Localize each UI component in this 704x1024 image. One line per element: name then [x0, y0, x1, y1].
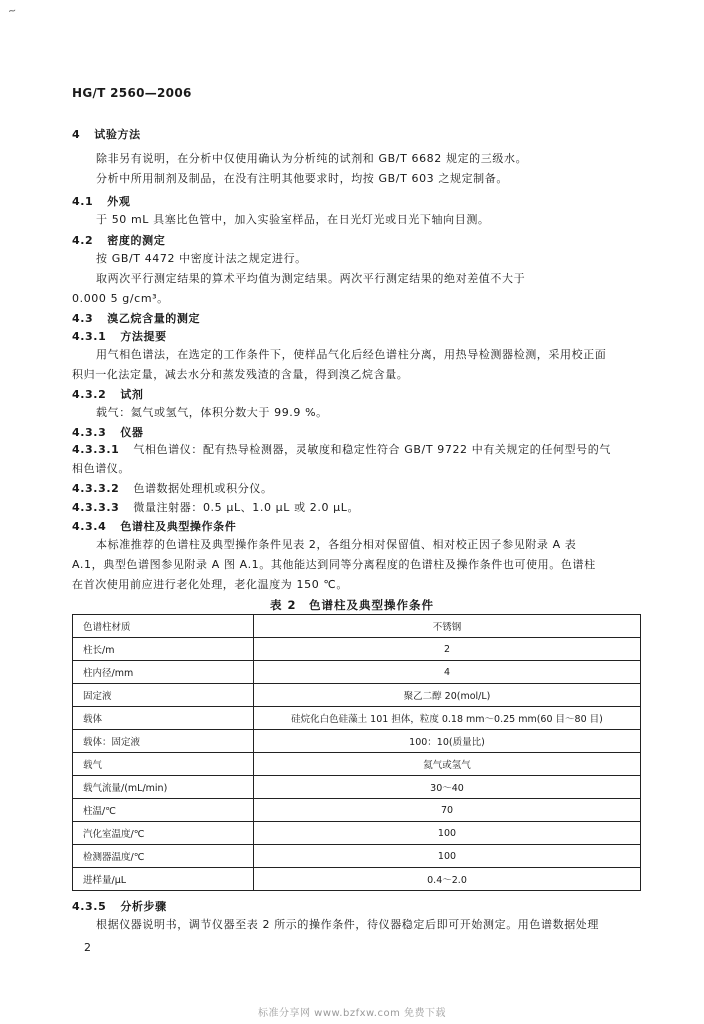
clause-4-3-3-2	[72, 480, 273, 496]
clause-4-3-3-1	[72, 441, 611, 457]
parameter-cell: 色谱柱材质	[73, 615, 254, 638]
standard-number-header: HG/T 2560—2006	[72, 86, 192, 100]
parameter-cell: 载体	[73, 707, 254, 730]
clause-number: 4.3.3.1	[72, 443, 120, 456]
paragraph: 除非另有说明，在分析中仅使用确认为分析纯的试剂和 GB/T 6682 规定的三级水。	[96, 152, 528, 165]
table-row	[73, 684, 641, 707]
section-number: 4.3.5	[72, 900, 107, 913]
value-cell: 100	[254, 845, 641, 868]
clause-4-3-3-3	[72, 499, 359, 515]
section-number: 4.3.4	[72, 520, 107, 533]
paragraph-continuation: 在首次使用前应进行老化处理，老化温度为 150 ℃。	[72, 578, 348, 591]
section-title: 试验方法	[94, 128, 141, 141]
clause-number: 4.3.3.3	[72, 501, 120, 514]
value-cell: 4	[254, 661, 641, 684]
section-number: 4.3.3	[72, 426, 107, 439]
page-number: 2	[84, 941, 91, 954]
section-number: 4.3	[72, 312, 94, 325]
section-title: 外观	[107, 195, 131, 208]
section-title: 方法提要	[120, 330, 167, 343]
table-row	[73, 868, 641, 891]
section-title: 色谱柱及典型操作条件	[120, 520, 237, 533]
paragraph: 取两次平行测定结果的算术平均值为测定结果。两次平行测定结果的绝对差值不大于	[96, 272, 526, 285]
parameter-cell: 柱内径/mm	[73, 661, 254, 684]
table-row	[73, 776, 641, 799]
value-cell: 0.4～2.0	[254, 868, 641, 891]
value-cell: 硅烷化白色硅藻土 101 担体，粒度 0.18 mm～0.25 mm(60 目～80 目)	[254, 707, 641, 730]
clause-text: 气相色谱仪：配有热导检测器，灵敏度和稳定性符合 GB/T 9722 中有关规定的任何型号的气	[133, 443, 611, 456]
table-row	[73, 799, 641, 822]
section-number: 4.2	[72, 234, 94, 247]
paragraph-continuation: 0.000 5 g/cm³。	[72, 292, 169, 305]
paragraph: 本标准推荐的色谱柱及典型操作条件见表 2，各组分相对保留值、相对校正因子参见附录 A 表	[96, 538, 577, 551]
value-cell: 100：10(质量比)	[254, 730, 641, 753]
section-number: 4.3.1	[72, 330, 107, 343]
clause-text: 色谱数据处理机或积分仪。	[133, 482, 273, 495]
section-4-2-heading	[72, 232, 165, 248]
table-row	[73, 822, 641, 845]
table-caption: 表 2 色谱柱及典型操作条件	[269, 598, 434, 612]
table-row	[73, 661, 641, 684]
operating-conditions-table	[72, 614, 641, 891]
table-body	[73, 615, 641, 891]
parameter-cell: 汽化室温度/℃	[73, 822, 254, 845]
section-title: 仪器	[120, 426, 144, 439]
section-title: 溴乙烷含量的测定	[107, 312, 201, 325]
section-4-3-2-heading	[72, 386, 144, 402]
value-cell: 70	[254, 799, 641, 822]
section-4-heading	[72, 126, 141, 142]
section-4-3-5-heading	[72, 898, 167, 914]
paragraph: 根据仪器说明书，调节仪器至表 2 所示的操作条件，待仪器稳定后即可开始测定。用色谱数据处理	[96, 918, 599, 931]
parameter-cell: 固定液	[73, 684, 254, 707]
section-number: 4.3.2	[72, 388, 107, 401]
section-4-3-4-heading	[72, 518, 236, 534]
value-cell: 30～40	[254, 776, 641, 799]
paragraph-continuation: 相色谱仪。	[72, 462, 130, 475]
section-4-3-3-heading	[72, 424, 144, 440]
paragraph-continuation: 积归一化法定量，减去水分和蒸发残渣的含量，得到溴乙烷含量。	[72, 368, 409, 381]
value-cell: 聚乙二醇 20(mol/L)	[254, 684, 641, 707]
paragraph: 按 GB/T 4472 中密度计法之规定进行。	[96, 252, 307, 265]
value-cell: 100	[254, 822, 641, 845]
parameter-cell: 载气	[73, 753, 254, 776]
clause-text: 微量注射器：0.5 μL、1.0 μL 或 2.0 μL。	[133, 501, 360, 514]
value-cell: 2	[254, 638, 641, 661]
value-cell: 不锈钢	[254, 615, 641, 638]
parameter-cell: 进样量/μL	[73, 868, 254, 891]
watermark-footer: 标准分享网 www.bzfxw.com 免费下载	[258, 1008, 446, 1019]
table-row	[73, 845, 641, 868]
scan-mark: ~	[7, 5, 18, 18]
paragraph: 用气相色谱法，在选定的工作条件下，使样品气化后经色谱柱分离，用热导检测器检测，采用校正面	[96, 348, 607, 361]
parameter-cell: 检测器温度/℃	[73, 845, 254, 868]
section-4-3-1-heading	[72, 328, 167, 344]
parameter-cell: 柱温/℃	[73, 799, 254, 822]
parameter-cell: 载体：固定液	[73, 730, 254, 753]
table-row	[73, 707, 641, 730]
parameter-cell: 柱长/m	[73, 638, 254, 661]
table-row	[73, 638, 641, 661]
table-row	[73, 615, 641, 638]
paragraph-continuation: A.1，典型色谱图参见附录 A 图 A.1。其他能达到同等分离程度的色谱柱及操作条件也可使用。色谱柱	[72, 558, 596, 571]
section-title: 密度的测定	[107, 234, 166, 247]
section-title: 分析步骤	[120, 900, 167, 913]
paragraph: 分析中所用制剂及制品，在没有注明其他要求时，均按 GB/T 603 之规定制备。	[96, 172, 508, 185]
section-number: 4	[72, 128, 81, 141]
value-cell: 氦气或氢气	[254, 753, 641, 776]
section-number: 4.1	[72, 195, 94, 208]
paragraph: 于 50 mL 具塞比色管中，加入实验室样品，在日光灯光或日光下轴向目测。	[96, 213, 490, 226]
paragraph: 载气：氦气或氢气，体积分数大于 99.9 %。	[96, 406, 328, 419]
parameter-cell: 载气流量/(mL/min)	[73, 776, 254, 799]
section-title: 试剂	[120, 388, 144, 401]
section-4-1-heading	[72, 193, 131, 209]
table-row	[73, 753, 641, 776]
clause-number: 4.3.3.2	[72, 482, 120, 495]
table-row	[73, 730, 641, 753]
section-4-3-heading	[72, 310, 200, 326]
